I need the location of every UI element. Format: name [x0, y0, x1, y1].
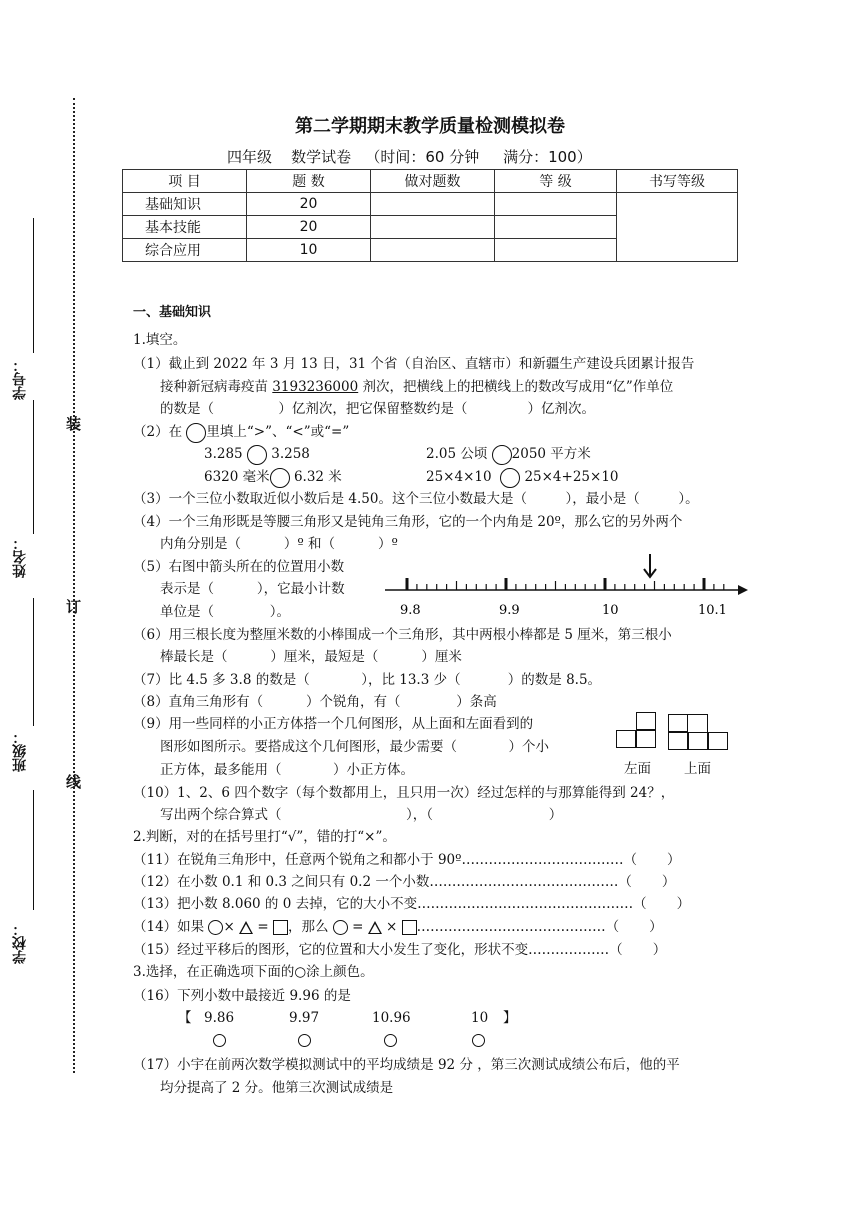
table-row	[123, 193, 738, 216]
compare-right: 3.258	[266, 446, 310, 462]
q16-bracket-close: 】	[503, 1010, 517, 1026]
row-item: 综合应用	[123, 239, 247, 262]
q2-compare-1	[204, 443, 310, 465]
name-line	[33, 400, 34, 534]
option-b-radio-icon[interactable]	[298, 1034, 311, 1047]
q14-text: （14）如果	[133, 919, 209, 935]
number-line-ticks	[407, 578, 724, 590]
compare-left: 6320 毫米	[204, 469, 270, 485]
row-count: 20	[247, 193, 371, 216]
q2-compare-2	[426, 443, 591, 465]
q10-line-a: （10）1、2、6 四个数字（每个数都用上，且只用一次）经过怎样的与那算能得到 24？，	[133, 785, 675, 801]
q1-line-b	[160, 378, 673, 396]
number-line-arrowhead	[738, 585, 748, 595]
q14-line: （14）如果 × = ，那么 = × ……………………………………（ ）	[133, 919, 663, 935]
binding-char-zhuang: 装	[66, 415, 82, 433]
q3-line: （3）一个三位小数取近似小数后是 4.50。这个三位小数最大是（ ），最小是（ ）。	[133, 491, 699, 507]
number-line-figure	[380, 550, 750, 620]
student-id-line	[33, 218, 34, 353]
header-writing-grade: 书写等级	[617, 170, 738, 193]
school-line	[33, 790, 34, 910]
option-d-radio-icon[interactable]	[472, 1034, 485, 1047]
section-heading-basic: 一、基础知识	[133, 305, 212, 320]
q2-line	[133, 421, 349, 443]
cube-square	[688, 714, 708, 732]
pointer-arrow-icon	[644, 554, 656, 577]
q16-option-d: 10	[471, 1010, 489, 1026]
circle-icon	[186, 423, 206, 443]
q9-line-a: （9）用一些同样的小正方体搭一个几何图形，从上面和左面看到的	[133, 716, 534, 732]
q14-text-rest: ……………………………………（ ）	[416, 919, 663, 935]
cube-square	[616, 730, 636, 748]
row-correct-cell[interactable]	[371, 193, 495, 216]
q1-text: 接种新冠病毒疫苗	[160, 379, 273, 395]
q9-line-c: 正方体，最多能用（ ）小正方体。	[160, 762, 414, 778]
compare-right: 25×4+25×10	[520, 469, 619, 485]
q2-compare-3	[204, 466, 342, 488]
compare-left: 25×4×10	[426, 469, 501, 485]
q8-line: （8）直角三角形有（ ）个锐角，有（ ）条高	[133, 694, 497, 710]
row-grade-cell[interactable]	[495, 239, 617, 262]
score-table-header-row	[123, 170, 738, 193]
q1-line-c: 的数是（ ）亿剂次，把它保留整数约是（ ）亿剂次。	[160, 401, 595, 417]
q5-line-c: 单位是（ ）。	[160, 604, 291, 620]
name-label: 姓名：	[12, 536, 28, 578]
q16-option-a: 9.86	[204, 1010, 235, 1026]
q14-text-mid: ，那么	[288, 919, 333, 935]
triangle-icon	[368, 921, 382, 934]
q2-text: （2）在	[133, 424, 187, 440]
binding-dotted-line	[73, 98, 75, 1073]
q10-line-b: 写出两个综合算式（ ），（ ）	[160, 807, 563, 823]
judge-heading: 2.判断，对的在括号里打“√”，错的打“×”。	[133, 829, 396, 845]
q4-line-b: 内角分别是（ ）º 和（ ）º	[160, 536, 398, 552]
student-id-label: 学号：	[12, 358, 28, 400]
row-item: 基础知识	[123, 193, 247, 216]
compare-left: 2.05 公顷	[426, 446, 492, 462]
writing-grade-cell[interactable]	[617, 193, 738, 262]
q4-line-a: （4）一个三角形既是等腰三角形又是钝角三角形，它的一个内角是 20º，那么它的另外两个	[133, 514, 683, 530]
square-icon	[273, 920, 288, 935]
circle-icon	[333, 920, 348, 935]
compare-circle-icon[interactable]	[500, 468, 520, 488]
choice-heading: 3.选择，在正确选项下面的○涂上颜色。	[133, 964, 374, 980]
triangle-icon	[239, 921, 253, 934]
row-correct-cell[interactable]	[371, 216, 495, 239]
score-table	[122, 169, 738, 262]
q5-line-b: 表示是（ ），它最小计数	[160, 581, 345, 597]
class-line	[33, 598, 34, 726]
header-item: 项 目	[123, 170, 247, 193]
cube-square	[688, 732, 708, 750]
circle-icon	[208, 920, 223, 935]
q17-line-b: 均分提高了 2 分。他第三次测试成绩是	[160, 1080, 394, 1096]
tick-label-9.8: 9.8	[400, 603, 421, 618]
q6-line-a: （6）用三根长度为整厘米数的小棒围成一个三角形，其中两根小棒都是 5 厘米，第三根小	[133, 627, 672, 643]
cube-square	[668, 714, 688, 732]
square-icon	[402, 920, 417, 935]
q2-compare-4	[426, 466, 619, 488]
tick-label-10.1: 10.1	[698, 603, 727, 618]
header-count: 题 数	[247, 170, 371, 193]
compare-circle-icon[interactable]	[492, 445, 512, 465]
q5-line-a: （5）右图中箭头所在的位置用小数	[133, 559, 345, 575]
tick-label-10: 10	[602, 603, 619, 618]
class-label: 班级：	[12, 730, 28, 772]
q2-text-rest: 里填上“>”、“<”或“=”	[206, 424, 350, 440]
q9-line-b: 图形如图所示。要搭成这个几何图形，最少需要（ ）个小	[160, 739, 549, 755]
q11-line: （11）在锐角三角形中，任意两个锐角之和都小于 90º………………………………（ ）	[133, 852, 681, 868]
row-correct-cell[interactable]	[371, 239, 495, 262]
q16-option-c: 10.96	[372, 1010, 411, 1026]
header-correct: 做对题数	[371, 170, 495, 193]
compare-right: 2050 平方米	[511, 446, 591, 462]
q6-line-b: 棒最长是（ ）厘米，最短是（ ）厘米	[160, 649, 462, 665]
binding-char-ding: 订	[66, 598, 82, 616]
view-label-left: 左面	[624, 761, 651, 777]
tick-label-9.9: 9.9	[499, 603, 520, 618]
q12-line: （12）在小数 0.1 和 0.3 之间只有 0.2 一个小数……………………………………（ ）	[133, 874, 676, 890]
compare-right: 6.32 米	[289, 469, 342, 485]
q16-bracket-open: 【	[178, 1010, 192, 1026]
q15-line: （15）经过平移后的图形，它的位置和大小发生了变化，形状不变………………（ ）	[133, 942, 667, 958]
option-a-radio-icon[interactable]	[213, 1034, 226, 1047]
exam-subtitle: 四年级 数学试卷 （时间：60 分钟 满分：100）	[227, 148, 592, 166]
compare-circle-icon[interactable]	[247, 445, 267, 465]
view-label-top: 上面	[684, 761, 711, 777]
q1-text-rest: 剂次，把横线上的把横线上的数改写成用“亿”作单位	[358, 379, 674, 395]
q7-line: （7）比 4.5 多 3.8 的数是（ ），比 13.3 少（ ）的数是 8.5。	[133, 672, 602, 688]
compare-circle-icon[interactable]	[270, 468, 290, 488]
q17-line-a: （17）小宇在前两次数学模拟测试中的平均成绩是 92 分 ，第三次测试成绩公布后，他的平	[133, 1057, 680, 1073]
q1-line-a: （1）截止到 2022 年 3 月 13 日，31 个省（自治区、直辖市）和新疆生产建设兵团累计报告	[133, 356, 695, 372]
q13-line: （13）把小数 8.060 的 0 去掉，它的大小不变…………………………………………（ ）	[133, 896, 691, 912]
row-count: 10	[247, 239, 371, 262]
school-label: 学校：	[12, 922, 28, 964]
header-grade: 等 级	[495, 170, 617, 193]
row-grade-cell[interactable]	[495, 216, 617, 239]
binding-char-xian: 线	[66, 773, 82, 791]
cube-square	[708, 732, 728, 750]
option-c-radio-icon[interactable]	[384, 1034, 397, 1047]
cube-square	[668, 732, 688, 750]
q16-option-b: 9.97	[289, 1010, 320, 1026]
row-count: 20	[247, 216, 371, 239]
cube-square	[636, 730, 656, 748]
row-item: 基本技能	[123, 216, 247, 239]
q16-line: （16）下列小数中最接近 9.96 的是	[133, 988, 351, 1004]
exam-title: 第二学期期末教学质量检测模拟卷	[295, 116, 565, 137]
compare-left: 3.285	[204, 446, 247, 462]
row-grade-cell[interactable]	[495, 193, 617, 216]
cube-square	[636, 712, 656, 730]
q1-underlined-number: 3193236000	[272, 379, 359, 395]
fill-heading: 1.填空。	[133, 332, 187, 348]
